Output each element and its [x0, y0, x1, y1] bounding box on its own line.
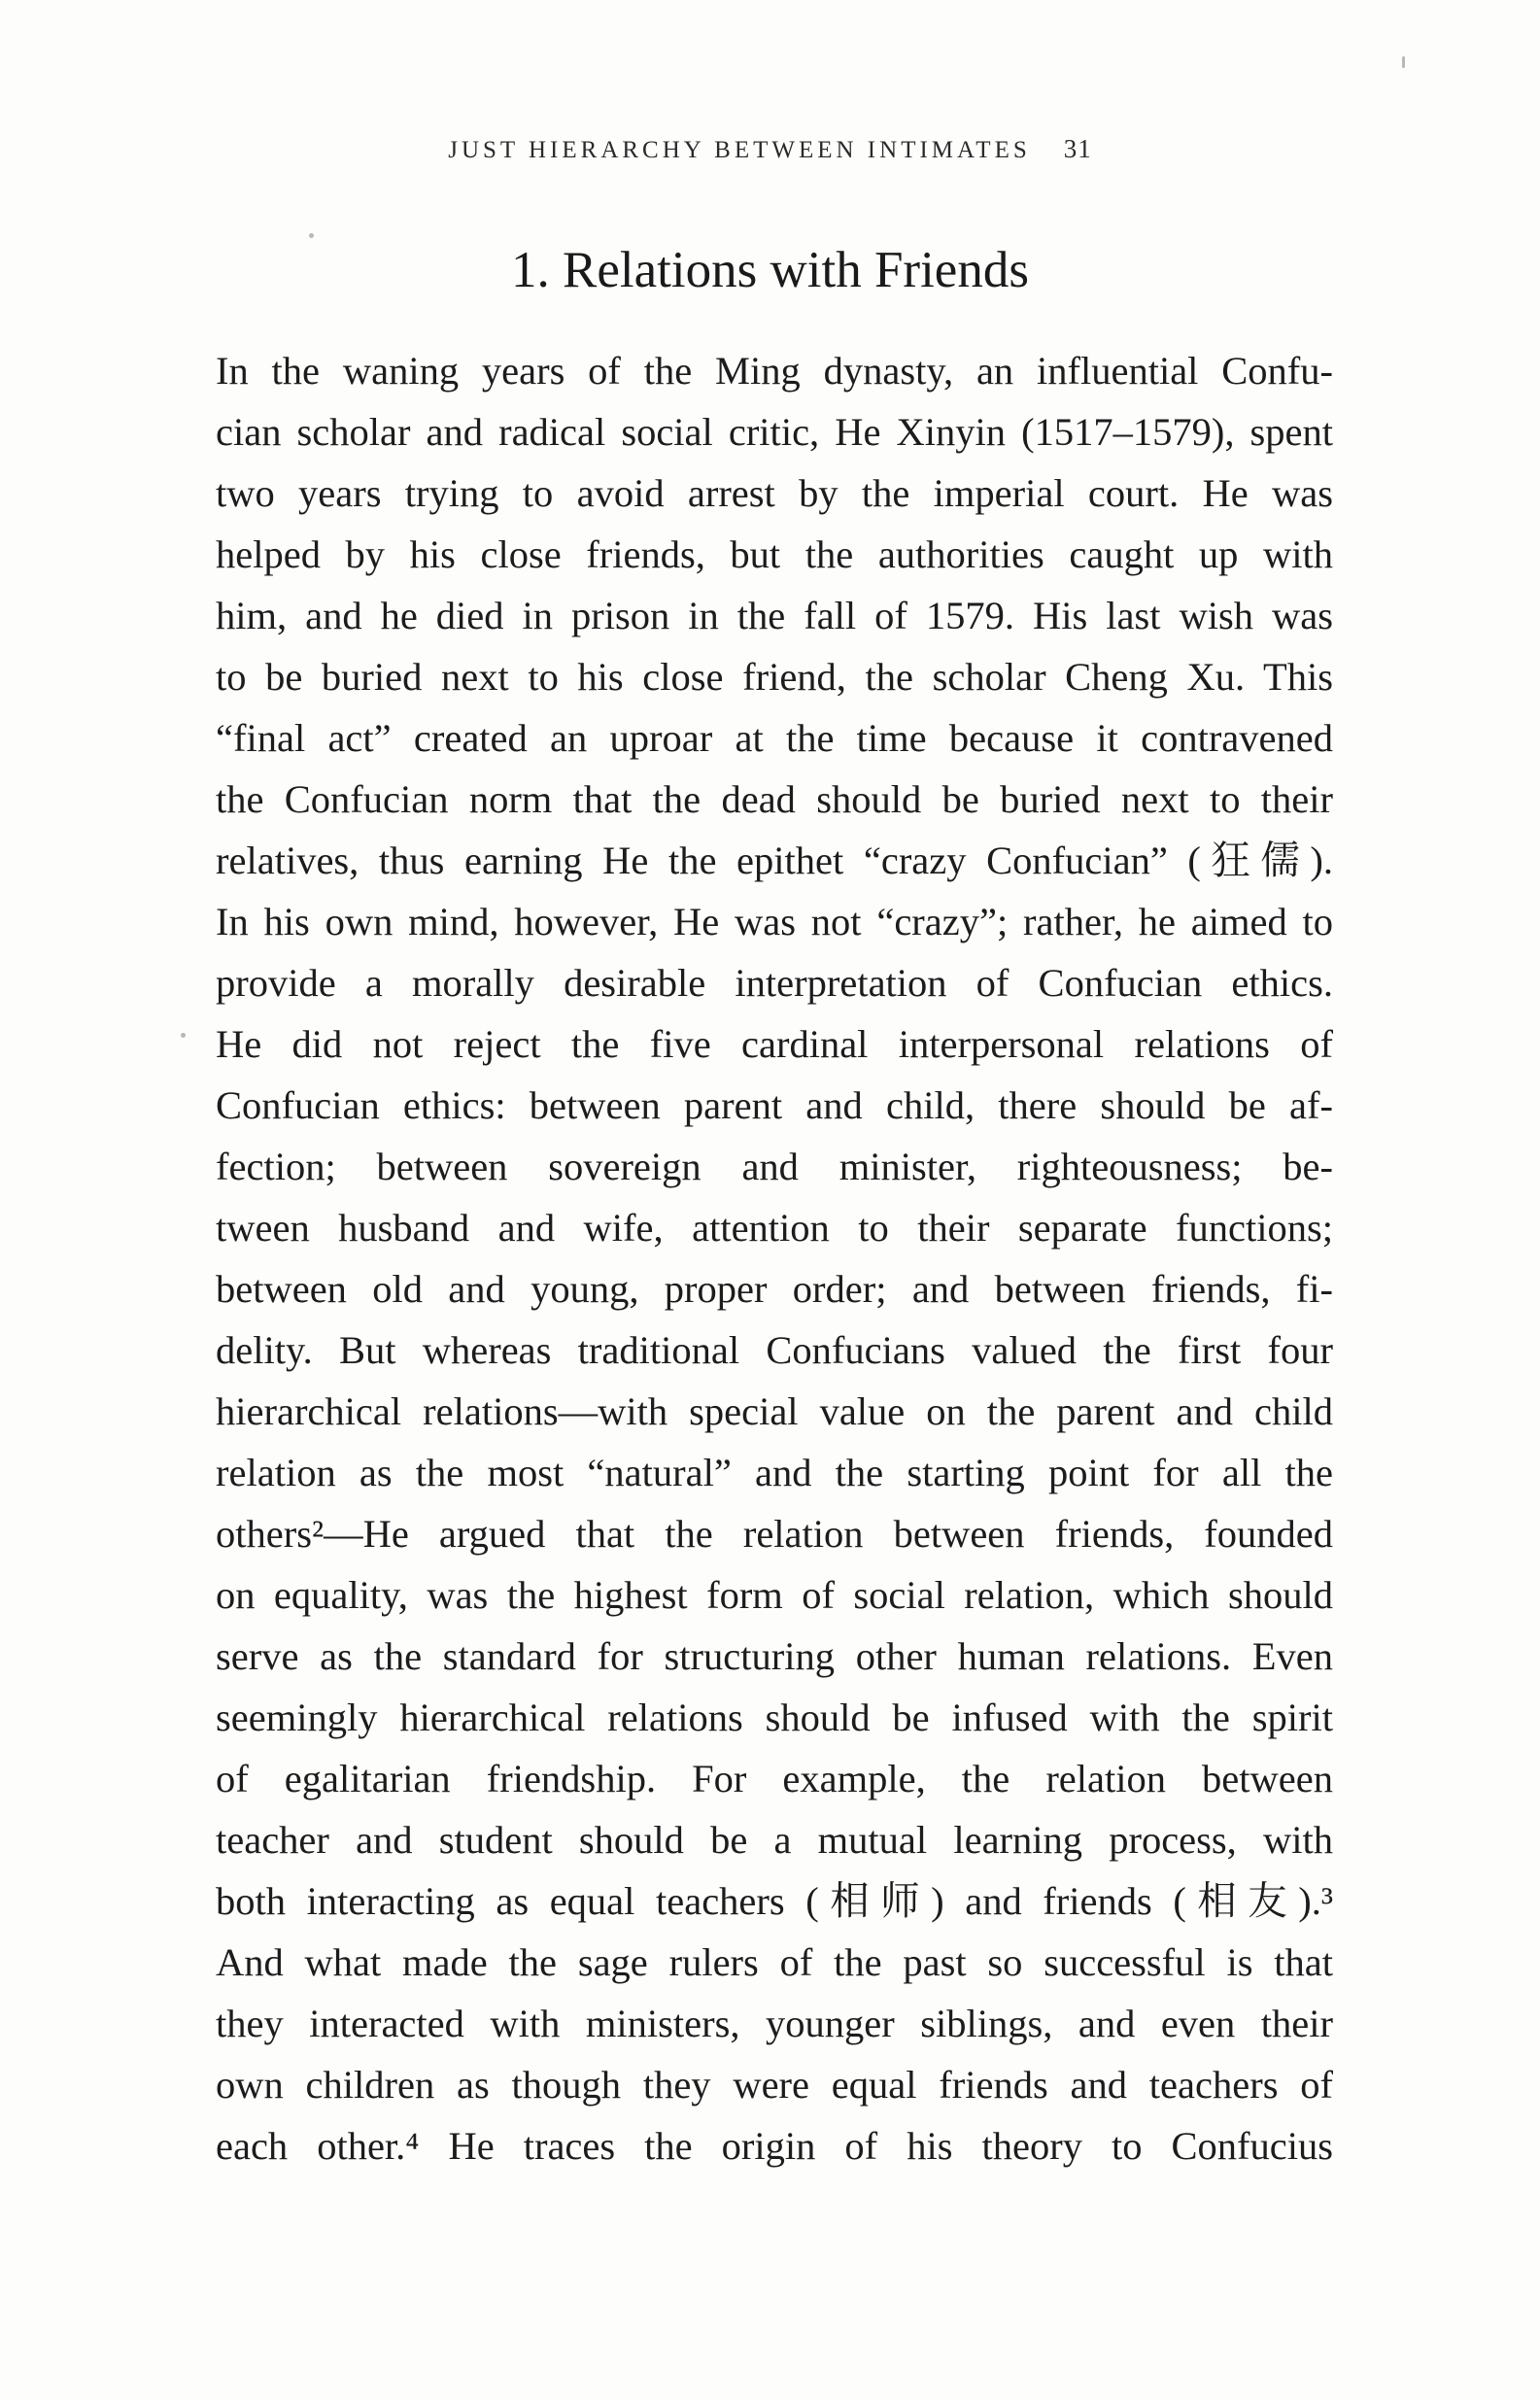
text-line: In the waning years of the Ming dynasty, an influential Confu- — [216, 349, 1333, 393]
text-line: him, and he died in prison in the fall of 1579. His last wish was — [216, 594, 1333, 637]
text-line: each other.⁴ He traces the origin of his theory to Confucius — [216, 2124, 1333, 2168]
body-paragraph — [216, 340, 1333, 2176]
text-line: two years trying to avoid arrest by the imperial court. He was — [216, 471, 1333, 515]
text-line: others²—He argued that the relation between friends, founded — [216, 1512, 1333, 1556]
paper-speck — [1402, 56, 1405, 68]
text-line: own children as though they were equal friends and teachers of — [216, 2063, 1333, 2107]
text-line: provide a morally desirable interpretation of Confucian ethics. — [216, 961, 1333, 1005]
text-line: the Confucian norm that the dead should be buried next to their — [216, 777, 1333, 821]
text-line: delity. But whereas traditional Confucians valued the first four — [216, 1328, 1333, 1372]
text-line: teacher and student should be a mutual learning process, with — [216, 1818, 1333, 1862]
text-line: cian scholar and radical social critic, He Xinyin (1517–1579), spent — [216, 410, 1333, 454]
page-number: 31 — [1063, 134, 1092, 163]
text-line: He did not reject the five cardinal interpersonal relations of — [216, 1022, 1333, 1066]
text-line: serve as the standard for structuring other human relations. Even — [216, 1634, 1333, 1678]
paper-speck — [309, 233, 314, 238]
running-title: JUST HIERARCHY BETWEEN INTIMATES — [448, 137, 1031, 163]
text-line: between old and young, proper order; and between friends, fi- — [216, 1267, 1333, 1311]
text-line: helped by his close friends, but the authorities caught up with — [216, 532, 1333, 576]
text-line: they interacted with ministers, younger siblings, and even their — [216, 2002, 1333, 2045]
text-line: tween husband and wife, attention to their separate functions; — [216, 1206, 1333, 1250]
text-line: Confucian ethics: between parent and child, there should be af- — [216, 1083, 1333, 1127]
text-line: “final act” created an uproar at the time because it contravened — [216, 716, 1333, 760]
text-line: relatives, thus earning He the epithet “crazy Confucian” (狂儒). — [216, 839, 1333, 882]
text-line: relation as the most “natural” and the starting point for all the — [216, 1451, 1333, 1494]
paper-speck — [181, 1033, 186, 1038]
text-line: fection; between sovereign and minister, righteousness; be- — [216, 1145, 1333, 1188]
section-heading: 1. Relations with Friends — [511, 242, 1029, 298]
running-header — [0, 134, 1540, 164]
text-line: In his own mind, however, He was not “crazy”; rather, he aimed to — [216, 900, 1333, 943]
text-line: to be buried next to his close friend, the scholar Cheng Xu. This — [216, 655, 1333, 699]
text-line: on equality, was the highest form of social relation, which should — [216, 1573, 1333, 1617]
text-line: of egalitarian friendship. For example, the relation between — [216, 1757, 1333, 1800]
text-line: both interacting as equal teachers (相师) and friends (相友).³ — [216, 1879, 1333, 1923]
text-line: seemingly hierarchical relations should be infused with the spirit — [216, 1696, 1333, 1739]
text-line: And what made the sage rulers of the past so successful is that — [216, 1940, 1333, 1984]
text-line: hierarchical relations—with special value on the parent and child — [216, 1389, 1333, 1433]
